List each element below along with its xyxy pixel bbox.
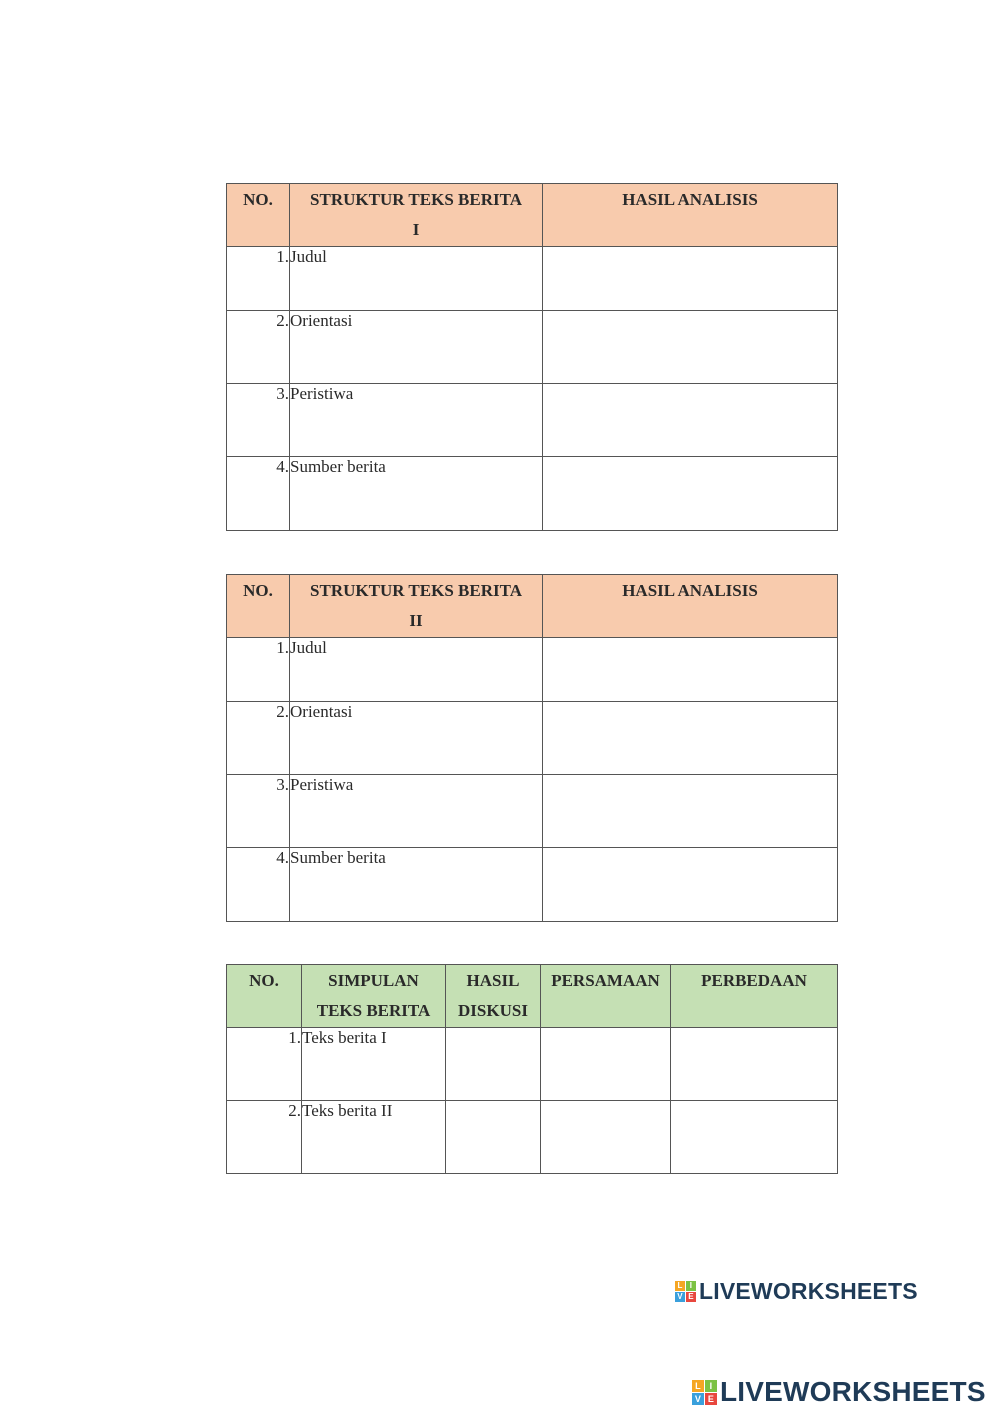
- header-structure: STRUKTUR TEKS BERITA II: [290, 575, 543, 638]
- answer-cell[interactable]: [543, 457, 838, 531]
- row-label: Judul: [290, 247, 543, 311]
- row-number: 3.: [227, 775, 290, 848]
- row-number: 1.: [227, 247, 290, 311]
- similarity-cell[interactable]: [541, 1101, 671, 1174]
- row-label: Sumber berita: [290, 848, 543, 922]
- row-label: Teks berita II: [302, 1101, 446, 1174]
- row-number: 4.: [227, 848, 290, 922]
- table-row: [227, 1101, 838, 1174]
- answer-cell[interactable]: [543, 775, 838, 848]
- table-row: [227, 457, 838, 531]
- logo-text: LIVEWORKSHEETS: [699, 1278, 918, 1304]
- table-header-row: [227, 575, 838, 638]
- row-label: Peristiwa: [290, 384, 543, 457]
- header-difference: PERBEDAAN: [671, 965, 838, 1028]
- row-number: 4.: [227, 457, 290, 531]
- liveworksheets-logo-icon: [692, 1380, 717, 1405]
- table-row: [227, 638, 838, 702]
- header-conclusion: SIMPULAN TEKS BERITA: [302, 965, 446, 1028]
- structure-table-2: [226, 574, 838, 922]
- logo-text: LIVEWORKSHEETS: [720, 1376, 986, 1407]
- logo-mark-letter: L: [675, 1281, 685, 1291]
- table-row: [227, 247, 838, 311]
- liveworksheets-logo-icon: [675, 1281, 696, 1302]
- table-row: [227, 775, 838, 848]
- row-label: Teks berita I: [302, 1028, 446, 1101]
- answer-cell[interactable]: [543, 638, 838, 702]
- conclusion-table: [226, 964, 838, 1174]
- logo-mark-letter: I: [686, 1281, 696, 1291]
- table-row: [227, 848, 838, 922]
- logo-mark-letter: E: [705, 1393, 717, 1405]
- table-row: [227, 384, 838, 457]
- difference-cell[interactable]: [671, 1101, 838, 1174]
- header-no: NO.: [227, 184, 290, 247]
- answer-cell[interactable]: [543, 311, 838, 384]
- table-row: [227, 311, 838, 384]
- header-discussion: HASIL DISKUSI: [446, 965, 541, 1028]
- row-number: 1.: [227, 1028, 302, 1101]
- row-number: 3.: [227, 384, 290, 457]
- row-label: Orientasi: [290, 311, 543, 384]
- answer-cell[interactable]: [543, 247, 838, 311]
- logo-mark-letter: L: [692, 1380, 704, 1392]
- header-similarity: PERSAMAAN: [541, 965, 671, 1028]
- table-row: [227, 1028, 838, 1101]
- header-no: NO.: [227, 965, 302, 1028]
- structure-table-1: [226, 183, 838, 531]
- answer-cell[interactable]: [543, 384, 838, 457]
- logo-mark-letter: E: [686, 1292, 696, 1302]
- row-label: Orientasi: [290, 702, 543, 775]
- answer-cell[interactable]: [543, 848, 838, 922]
- answer-cell[interactable]: [543, 702, 838, 775]
- discussion-cell[interactable]: [446, 1028, 541, 1101]
- logo-mark-letter: I: [705, 1380, 717, 1392]
- row-label: Peristiwa: [290, 775, 543, 848]
- row-number: 2.: [227, 1101, 302, 1174]
- header-structure: STRUKTUR TEKS BERITA I: [290, 184, 543, 247]
- header-result: HASIL ANALISIS: [543, 575, 838, 638]
- liveworksheets-logo: [675, 1278, 918, 1305]
- row-number: 2.: [227, 311, 290, 384]
- table-header-row: [227, 184, 838, 247]
- discussion-cell[interactable]: [446, 1101, 541, 1174]
- logo-mark-letter: V: [692, 1393, 704, 1405]
- liveworksheets-logo: [692, 1376, 986, 1408]
- row-number: 2.: [227, 702, 290, 775]
- difference-cell[interactable]: [671, 1028, 838, 1101]
- row-number: 1.: [227, 638, 290, 702]
- row-label: Sumber berita: [290, 457, 543, 531]
- table-row: [227, 702, 838, 775]
- header-result: HASIL ANALISIS: [543, 184, 838, 247]
- table-header-row: [227, 965, 838, 1028]
- logo-mark-letter: V: [675, 1292, 685, 1302]
- similarity-cell[interactable]: [541, 1028, 671, 1101]
- row-label: Judul: [290, 638, 543, 702]
- header-no: NO.: [227, 575, 290, 638]
